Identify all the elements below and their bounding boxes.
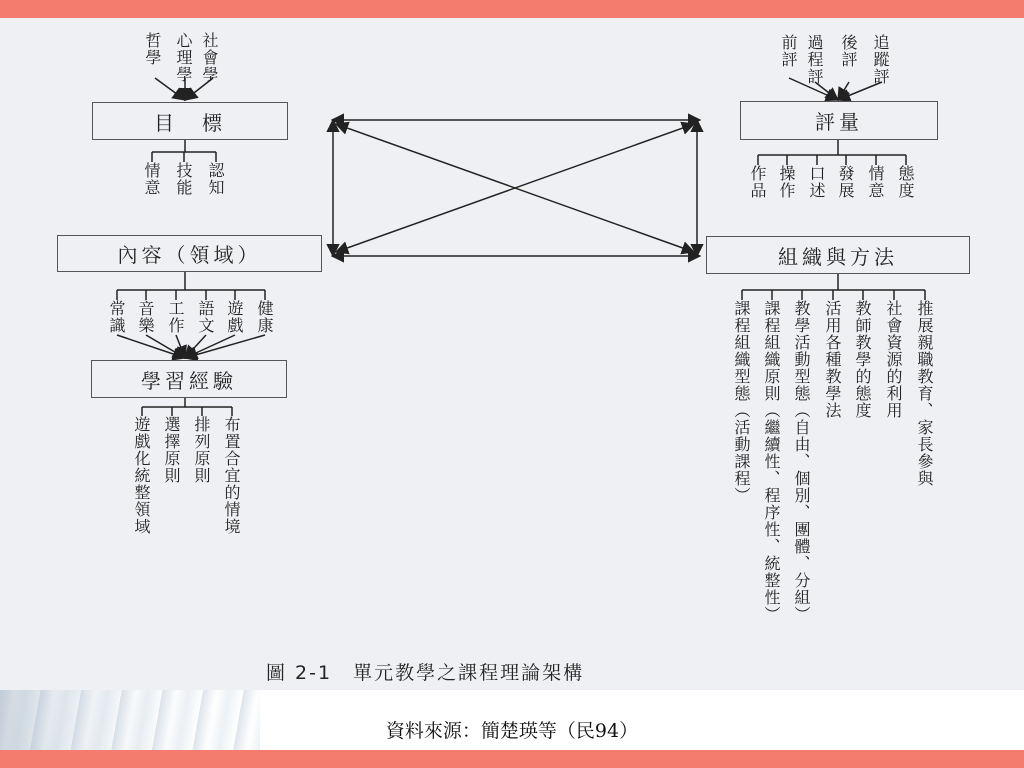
org-method-organization-types: 課程組織型態（活動課程） — [732, 300, 751, 504]
goal-box: 目 標 — [92, 102, 288, 140]
eval-aspect-oral: 口述 — [807, 165, 826, 199]
eval-type-process: 過程評 — [805, 34, 824, 85]
content-domain-health: 健康 — [255, 300, 274, 334]
content-box: 內容（領域） — [57, 235, 322, 272]
eval-aspect-development: 發展 — [836, 165, 855, 199]
org-method-activity-types: 教學活動型態（自由、個別、團體、分組） — [792, 300, 811, 623]
source-note: 資料來源：簡楚瑛等（民94） — [385, 720, 639, 742]
content-domain-language: 語文 — [196, 300, 215, 334]
eval-type-tracking: 追蹤評 — [871, 34, 890, 85]
org-method-teacher-attitude: 教師教學的態度 — [853, 300, 872, 419]
organization-box: 組織與方法 — [706, 236, 970, 274]
figure-caption: 圖 2-1 單元教學之課程理論架構 — [266, 662, 585, 684]
org-method-organization-principles: 課程組織原則（繼續性、程序性、統整性） — [762, 300, 781, 623]
eval-aspect-attitude: 態度 — [896, 165, 915, 199]
content-domain-common-sense: 常識 — [107, 300, 126, 334]
learning-box: 學習經驗 — [91, 360, 287, 398]
learning-principle-select: 選擇原則 — [162, 416, 181, 484]
learning-principle-gamify: 遊戲化統整領域 — [132, 416, 151, 535]
goal-source-sociology: 社會學 — [200, 32, 219, 83]
content-domain-work: 工作 — [166, 300, 185, 334]
goal-outcome-affect: 情意 — [142, 162, 161, 196]
org-method-parent-education: 推展親職教育、家長參與 — [915, 300, 934, 487]
content-domain-play: 遊戲 — [225, 300, 244, 334]
learning-principle-arrange: 排列原則 — [192, 416, 211, 484]
goal-source-psychology: 心理學 — [174, 32, 193, 83]
eval-type-pre: 前評 — [779, 34, 798, 68]
content-domain-music: 音樂 — [136, 300, 155, 334]
eval-aspect-affect: 情意 — [866, 165, 885, 199]
eval-type-post: 後評 — [839, 34, 858, 68]
goal-source-philosophy: 哲學 — [143, 32, 162, 66]
goal-outcome-cognition: 認知 — [206, 162, 225, 196]
goal-outcome-skill: 技能 — [174, 162, 193, 196]
org-method-community-resources: 社會資源的利用 — [884, 300, 903, 419]
eval-aspect-product: 作品 — [748, 165, 767, 199]
learning-principle-setting: 布置合宜的情境 — [222, 416, 241, 535]
org-method-teaching-methods: 活用各種教學法 — [823, 300, 842, 419]
eval-aspect-operation: 操作 — [777, 165, 796, 199]
evaluation-box: 評量 — [740, 101, 938, 140]
